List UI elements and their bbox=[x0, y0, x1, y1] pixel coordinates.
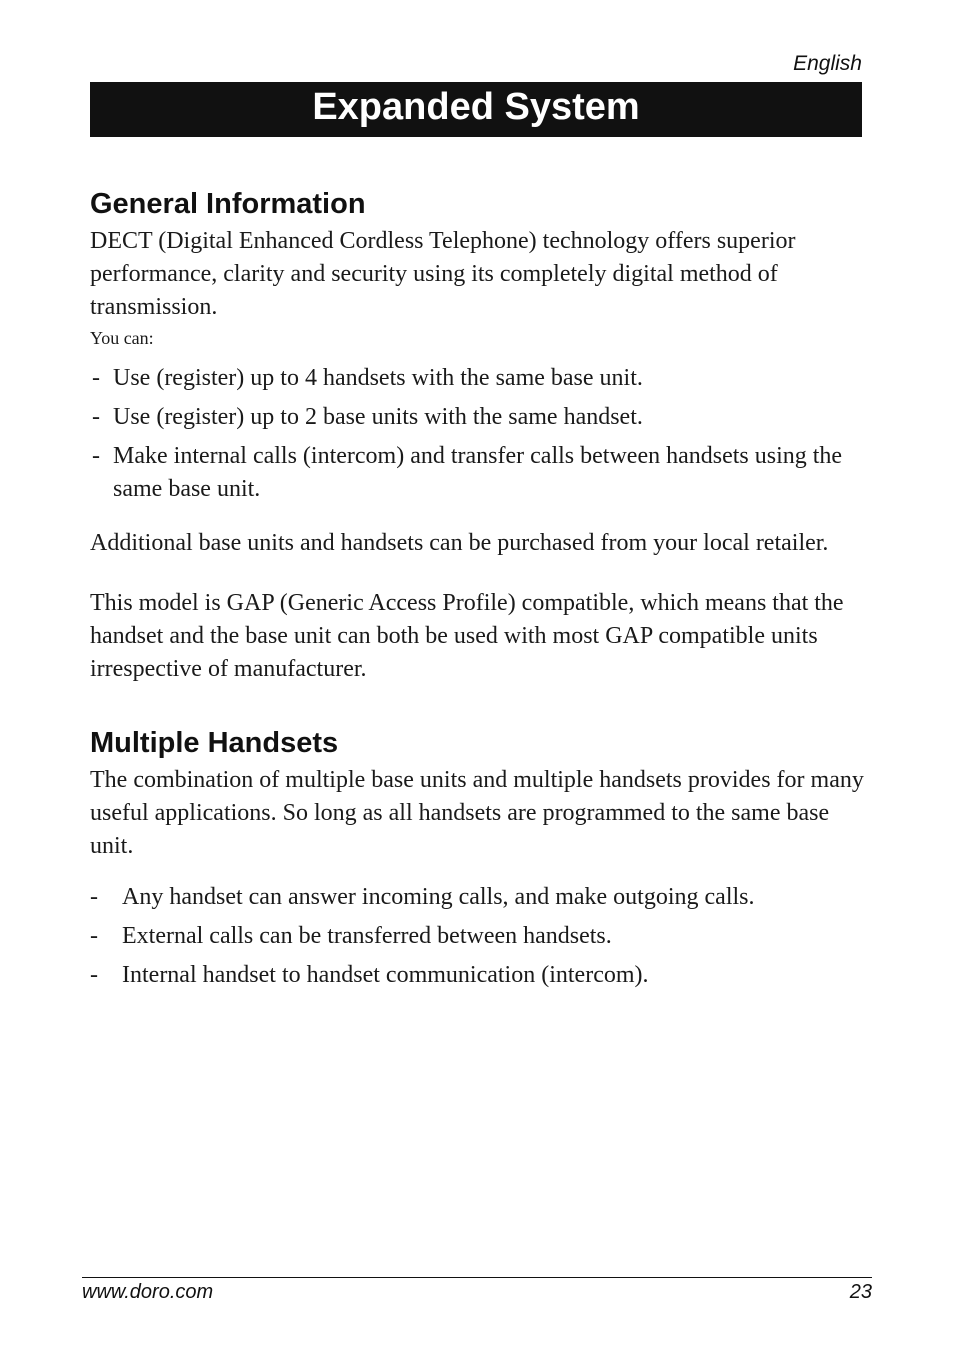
dash-bullet: - bbox=[92, 404, 100, 430]
list-item bbox=[90, 362, 865, 395]
general-intro-paragraph: DECT (Digital Enhanced Cordless Telephone) technology offers superior performance, clarity and security using its completely digital method of transmission. bbox=[90, 228, 796, 320]
page-title: Expanded System bbox=[312, 86, 640, 128]
general-information-section bbox=[90, 185, 865, 686]
section-heading-multiple: Multiple Handsets bbox=[90, 727, 339, 759]
additional-units-paragraph: Additional base units and handsets can be purchased from your local retailer. bbox=[90, 530, 829, 556]
list-item bbox=[90, 401, 865, 434]
language-label: English bbox=[793, 52, 862, 75]
dash-bullet: - bbox=[90, 923, 98, 949]
footer-website: www.doro.com bbox=[82, 1281, 214, 1303]
dash-bullet: - bbox=[90, 962, 98, 988]
list-item-text: Any handset can answer incoming calls, and make outgoing calls. bbox=[122, 884, 755, 910]
section-heading-general: General Information bbox=[90, 188, 366, 220]
multiple-handsets-section bbox=[90, 724, 865, 992]
main-content bbox=[90, 185, 865, 998]
list-item bbox=[90, 440, 865, 506]
list-item-text: External calls can be transferred between handsets. bbox=[122, 923, 612, 949]
dash-bullet: - bbox=[92, 443, 100, 469]
applications-list bbox=[90, 881, 865, 992]
title-banner bbox=[90, 82, 862, 137]
gap-paragraph: This model is GAP (Generic Access Profile) compatible, which means that the handset and the base unit can both be used with most GAP compatible units irrespective of manufacturer. bbox=[90, 590, 844, 682]
dash-bullet: - bbox=[92, 365, 100, 391]
page-number: 23 bbox=[849, 1281, 872, 1303]
list-item bbox=[90, 920, 865, 953]
you-can-label: You can: bbox=[90, 328, 154, 348]
list-item-text: Make internal calls (intercom) and transfer calls between handsets using the same base unit. bbox=[113, 443, 843, 502]
list-item-text: Use (register) up to 2 base units with the same handset. bbox=[113, 404, 643, 430]
list-item bbox=[90, 881, 865, 914]
footer-divider bbox=[82, 1277, 872, 1278]
capabilities-list bbox=[90, 362, 865, 506]
list-item-text: Internal handset to handset communication (intercom). bbox=[122, 962, 649, 988]
multiple-intro-paragraph: The combination of multiple base units and multiple handsets provides for many useful applications. So long as all handsets are programmed to the same base unit. bbox=[90, 767, 864, 859]
list-item-text: Use (register) up to 4 handsets with the same base unit. bbox=[113, 365, 643, 391]
list-item bbox=[90, 959, 865, 992]
dash-bullet: - bbox=[90, 884, 98, 910]
